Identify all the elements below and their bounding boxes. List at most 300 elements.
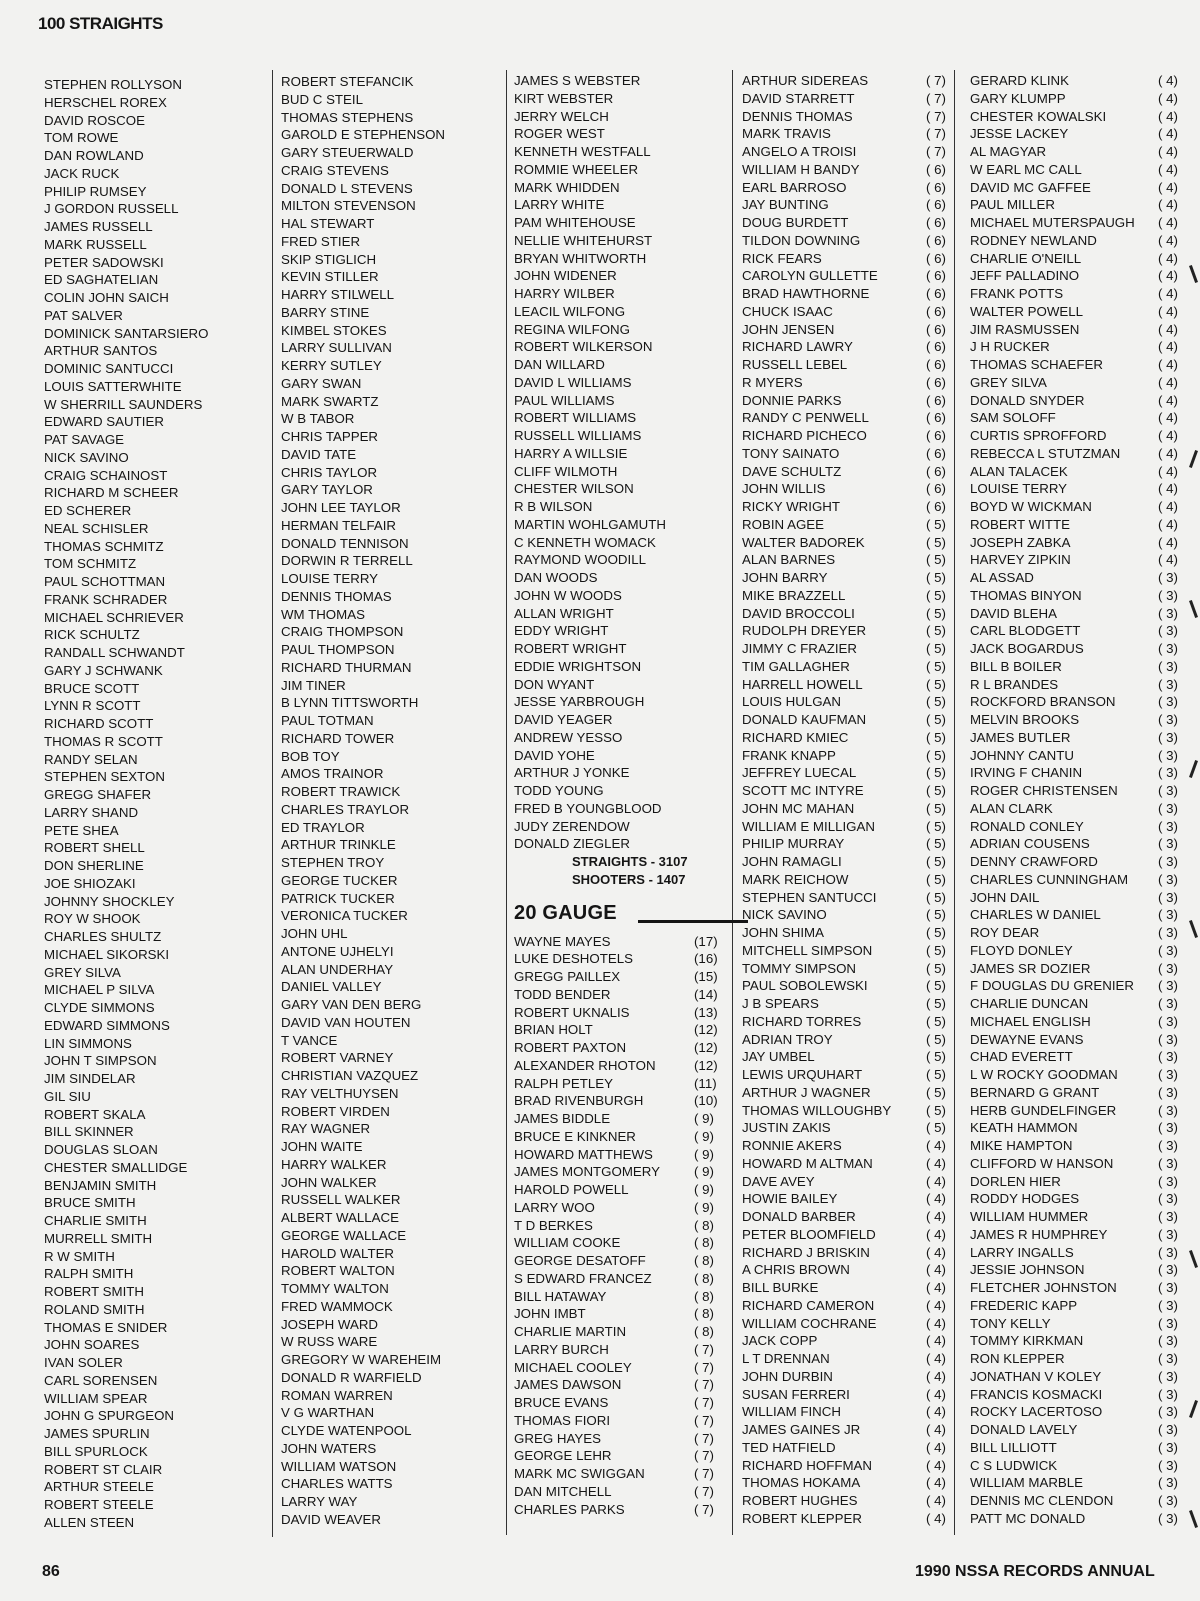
shooter-name: DONALD ZIEGLER xyxy=(514,836,631,852)
straights-count: ( 6) xyxy=(926,197,946,213)
straights-count: ( 6) xyxy=(926,445,946,461)
straights-count: ( 7) xyxy=(694,1448,714,1464)
straights-count: ( 6) xyxy=(926,499,946,514)
straights-count: ( 4) xyxy=(926,1333,946,1349)
shooter-name: TOMMY WALTON xyxy=(281,1281,389,1296)
straights-count: ( 5) xyxy=(926,729,946,745)
shooter-name: HARRY WALKER xyxy=(281,1156,387,1172)
shooter-name: HOWARD M ALTMAN xyxy=(742,1155,873,1171)
shooter-name: ROBERT SKALA xyxy=(44,1106,146,1122)
straights-count: ( 7) xyxy=(926,144,946,159)
shooter-name: J B SPEARS xyxy=(742,996,819,1011)
shooter-name: HAROLD POWELL xyxy=(514,1182,629,1197)
shooter-name: LARRY WHITE xyxy=(514,197,605,213)
straights-count: ( 5) xyxy=(926,552,946,568)
shooter-name: BUD C STEIL xyxy=(281,91,364,107)
straights-count: ( 4) xyxy=(1158,499,1178,514)
shooter-name: CHARLES CUNNINGHAM xyxy=(970,871,1129,887)
straights-count: ( 5) xyxy=(926,1120,946,1136)
shooter-name: CHARLIE MARTIN xyxy=(514,1324,627,1339)
shooter-name: BILL B BOILER xyxy=(970,658,1062,674)
shooter-name: VERONICA TUCKER xyxy=(281,908,408,924)
straights-count: ( 4) xyxy=(926,1368,946,1384)
shooter-name: ROBERT VARNEY xyxy=(281,1050,394,1066)
straights-count: ( 7) xyxy=(694,1483,714,1499)
shooter-name: PAUL THOMPSON xyxy=(281,642,395,657)
shooter-name: JAMES S WEBSTER xyxy=(514,73,641,88)
straights-count: ( 3) xyxy=(1158,729,1178,745)
straights-count: ( 7) xyxy=(694,1359,714,1375)
straights-count: ( 3) xyxy=(1158,570,1178,585)
shooter-name: TONY SAINATO xyxy=(742,445,840,461)
shooter-name: ALLEN STEEN xyxy=(44,1514,135,1530)
shooter-name: EDDIE WRIGHTSON xyxy=(514,658,642,674)
shooter-name: ROBERT HUGHES xyxy=(742,1493,858,1508)
shooter-name: FLOYD DONLEY xyxy=(970,942,1073,958)
shooter-name: ROBERT WALTON xyxy=(281,1263,395,1279)
shooter-name: DAN MITCHELL xyxy=(514,1483,612,1499)
shooter-name: RANDY SELAN xyxy=(44,751,138,767)
shooter-name: CLIFFORD W HANSON xyxy=(970,1155,1114,1171)
shooter-name: ARTHUR SANTOS xyxy=(44,343,158,359)
shooter-name: THOMAS SCHMITZ xyxy=(44,538,164,554)
shooter-name: DAVID BLEHA xyxy=(970,605,1057,621)
shooter-name: THOMAS STEPHENS xyxy=(281,109,414,125)
shooter-name: JOHN RAMAGLI xyxy=(742,854,842,869)
straights-count: ( 5) xyxy=(926,1102,946,1118)
page-title: 100 STRAIGHTS xyxy=(38,14,163,33)
straights-count: ( 4) xyxy=(1158,321,1178,337)
shooter-name: RICHARD TOWER xyxy=(281,730,395,746)
straights-count: ( 5) xyxy=(926,978,946,994)
shooter-name: KEATH HAMMON xyxy=(970,1120,1078,1136)
straights-count: ( 3) xyxy=(1158,1067,1178,1082)
straights-count: ( 3) xyxy=(1158,1439,1178,1455)
shooter-name: TOMMY SIMPSON xyxy=(742,960,857,976)
shooter-name: BRYAN WHITWORTH xyxy=(514,250,647,266)
straights-count: ( 4) xyxy=(1158,73,1178,88)
shooter-name: CLYDE SIMMONS xyxy=(44,1000,155,1015)
shooter-name: LIN SIMMONS xyxy=(44,1035,132,1051)
straights-count: ( 3) xyxy=(1158,658,1178,674)
shooter-name: AMOS TRAINOR xyxy=(281,766,384,782)
shooter-name: JIM RASMUSSEN xyxy=(970,321,1080,337)
shooter-name: HARVEY ZIPKIN xyxy=(970,552,1071,568)
shooter-name: PAT SALVER xyxy=(44,307,123,323)
shooter-name: EDWARD SAUTIER xyxy=(44,414,164,430)
shooter-name: DAVE SCHULTZ xyxy=(742,463,842,479)
shooter-name: RANDY C PENWELL xyxy=(742,410,869,426)
shooter-name: GREGG SHAFER xyxy=(44,787,152,802)
shooter-name: STEPHEN SANTUCCI xyxy=(742,889,877,905)
straights-count: ( 3) xyxy=(1158,978,1178,994)
shooter-name: JOHNNY CANTU xyxy=(970,747,1074,763)
shooter-name: ANTONE UJHELYI xyxy=(281,943,394,959)
straights-count: (15) xyxy=(694,969,718,984)
page-number: 86 xyxy=(42,1563,60,1580)
shooter-name: THOMAS WILLOUGHBY xyxy=(742,1102,892,1118)
straights-count: ( 6) xyxy=(926,286,946,301)
shooter-name: PETER BLOOMFIELD xyxy=(742,1226,876,1242)
shooter-name: JOE SHIOZAKI xyxy=(44,875,136,891)
shooter-name: DENNIS MC CLENDON xyxy=(970,1493,1114,1508)
shooter-name: THOMAS BINYON xyxy=(970,587,1082,603)
shooter-name: LARRY BURCH xyxy=(514,1341,609,1357)
shooter-name: JACK RUCK xyxy=(44,165,120,181)
shooter-name: BOB TOY xyxy=(281,748,340,764)
shooter-name: LOUIS HULGAN xyxy=(742,694,842,710)
shooter-name: ALEXANDER RHOTON xyxy=(514,1057,656,1073)
shooter-name: CRAIG SCHAINOST xyxy=(44,467,168,483)
shooter-name: CHESTER WILSON xyxy=(514,481,634,497)
straights-count: ( 4) xyxy=(926,1386,946,1402)
straights-count: ( 3) xyxy=(1158,694,1178,710)
shooter-name: HAROLD WALTER xyxy=(281,1245,395,1261)
shooter-name: GREGG PAILLEX xyxy=(514,969,621,984)
straights-count: ( 5) xyxy=(926,889,946,905)
straights-count: ( 5) xyxy=(926,587,946,603)
straights-count: ( 4) xyxy=(926,1510,946,1526)
shooter-name: ROBERT WITTE xyxy=(970,516,1070,532)
shooter-name: BOYD W WICKMAN xyxy=(970,499,1092,514)
shooter-name: FRANK POTTS xyxy=(970,286,1064,301)
shooter-name: IRVING F CHANIN xyxy=(970,765,1083,781)
shooter-name: RALPH PETLEY xyxy=(514,1075,614,1091)
shooter-name: JAMES SPURLIN xyxy=(44,1426,150,1441)
shooter-name: SUSAN FERRERI xyxy=(742,1386,850,1402)
shooter-name: RON KLEPPER xyxy=(970,1351,1065,1366)
straights-count: ( 4) xyxy=(1158,516,1178,532)
shooter-name: MITCHELL SIMPSON xyxy=(742,942,873,958)
straights-count: ( 6) xyxy=(926,410,946,426)
straights-count: ( 3) xyxy=(1158,747,1178,763)
straights-count: ( 3) xyxy=(1158,1368,1178,1384)
page-edge-mark xyxy=(1189,1400,1198,1418)
shooter-name: JOHN DURBIN xyxy=(742,1368,833,1384)
shooter-name: MICHAEL COOLEY xyxy=(514,1359,632,1375)
straights-count: (17) xyxy=(694,933,718,949)
shooter-name: CARL SORENSEN xyxy=(44,1372,158,1388)
shooter-name: HERSCHEL ROREX xyxy=(44,94,167,110)
shooter-name: ROBERT TRAWICK xyxy=(281,784,401,799)
shooter-name: ROY W SHOOK xyxy=(44,911,141,927)
shooter-name: ADRIAN TROY xyxy=(742,1031,833,1047)
shooter-name: CHRIS TAYLOR xyxy=(281,464,378,480)
shooter-name: GREGORY W WAREHEIM xyxy=(281,1352,442,1367)
shooter-name: JOHN MC MAHAN xyxy=(742,800,855,816)
straights-count: ( 4) xyxy=(926,1226,946,1242)
straights-count: ( 5) xyxy=(926,570,946,585)
straights-count: ( 3) xyxy=(1158,623,1178,639)
shooter-name: LOUISE TERRY xyxy=(281,571,379,586)
straights-count: ( 8) xyxy=(694,1217,714,1233)
straights-count: ( 4) xyxy=(1158,357,1178,372)
shooter-name: PAUL WILLIAMS xyxy=(514,392,615,408)
shooter-name: THOMAS HOKAMA xyxy=(742,1475,861,1491)
shooter-name: GEORGE LEHR xyxy=(514,1448,612,1464)
straights-count: ( 4) xyxy=(926,1244,946,1260)
shooter-name: ROBERT SHELL xyxy=(44,840,145,856)
shooter-name: RONALD CONLEY xyxy=(970,818,1084,834)
shooter-name: ROLAND SMITH xyxy=(44,1301,145,1317)
straights-count: (11) xyxy=(694,1075,717,1091)
shooter-name: WILLIAM H BANDY xyxy=(742,161,860,177)
shooter-name: BILL LILLIOTT xyxy=(970,1439,1057,1455)
shooter-name: PHILIP MURRAY xyxy=(742,836,845,852)
shooter-name: MIKE HAMPTON xyxy=(970,1138,1073,1153)
straights-count: ( 4) xyxy=(926,1439,946,1455)
page-edge-mark xyxy=(1189,450,1198,468)
shooter-name: BARRY STINE xyxy=(281,304,370,320)
shooter-name: RICK FEARS xyxy=(742,250,822,266)
shooter-name: THOMAS FIORI xyxy=(514,1412,611,1428)
straights-count: ( 7) xyxy=(694,1466,714,1481)
shooter-name: NICK SAVINO xyxy=(742,907,827,923)
shooter-name: W EARL MC CALL xyxy=(970,161,1082,177)
shooter-name: CHARLIE O'NEILL xyxy=(970,250,1082,266)
shooter-name: GARY J SCHWANK xyxy=(44,662,163,678)
shooter-name: LOUISE TERRY xyxy=(970,481,1068,497)
straights-count: (16) xyxy=(694,951,718,967)
shooter-name: RICHARD J BRISKIN xyxy=(742,1244,870,1260)
straights-count: ( 4) xyxy=(1158,303,1178,319)
straights-count: ( 8) xyxy=(694,1306,714,1322)
shooter-name: JIM TINER xyxy=(281,677,346,693)
shooter-name: COLIN JOHN SAICH xyxy=(44,290,169,305)
shooter-name: MARK WHIDDEN xyxy=(514,179,620,195)
shooter-name: ROY DEAR xyxy=(970,925,1040,940)
shooter-name: DONALD SNYDER xyxy=(970,392,1085,408)
straights-count: ( 6) xyxy=(926,268,946,284)
shooter-name: JAY UMBEL xyxy=(742,1049,815,1065)
shooter-name: ARTHUR TRINKLE xyxy=(281,837,396,853)
shooter-name: GEORGE DESATOFF xyxy=(514,1253,646,1268)
shooter-name: JAMES MONTGOMERY xyxy=(514,1164,661,1180)
shooter-name: RICHARD THURMAN xyxy=(281,659,412,675)
shooter-name: JAMES R HUMPHREY xyxy=(970,1226,1108,1242)
shooter-name: MILTON STEVENSON xyxy=(281,198,416,214)
shooter-name: CHARLES WATTS xyxy=(281,1476,393,1492)
straights-count: ( 7) xyxy=(926,108,946,124)
straights-count: ( 4) xyxy=(1158,161,1178,177)
straights-count: ( 5) xyxy=(926,516,946,532)
shooter-name: TODD BENDER xyxy=(514,986,611,1002)
straights-count: ( 3) xyxy=(1158,996,1178,1011)
straights-count: ( 4) xyxy=(1158,428,1178,443)
shooter-name: ROBERT WILKERSON xyxy=(514,339,653,355)
shooter-name: CHARLES W DANIEL xyxy=(970,907,1101,923)
shooter-name: RICHARD TORRES xyxy=(742,1013,862,1029)
shooter-name: GIL SIU xyxy=(44,1088,91,1104)
straights-count: ( 5) xyxy=(926,623,946,639)
shooter-name: GEORGE TUCKER xyxy=(281,872,398,888)
shooter-name: CHARLES TRAYLOR xyxy=(281,801,410,817)
straights-count: ( 5) xyxy=(926,854,946,869)
shooter-name: DONALD BARBER xyxy=(742,1209,856,1224)
shooter-name: DAVID WEAVER xyxy=(281,1511,381,1527)
shooter-name: DAVID STARRETT xyxy=(742,90,855,106)
shooter-name: RUSSELL LEBEL xyxy=(742,357,848,372)
shooter-name: MARK MC SWIGGAN xyxy=(514,1466,645,1481)
shooter-name: DAVID MC GAFFEE xyxy=(970,179,1091,195)
shooter-name: T D BERKES xyxy=(514,1217,593,1233)
shooter-name: V G WARTHAN xyxy=(281,1405,375,1421)
shooter-name: RICK SCHULTZ xyxy=(44,627,140,643)
shooter-name: JOSEPH WARD xyxy=(281,1316,379,1332)
shooter-name: DENNIS THOMAS xyxy=(281,588,392,604)
straights-count: ( 3) xyxy=(1158,1031,1178,1047)
shooter-name: ED TRAYLOR xyxy=(281,819,365,835)
straights-count: ( 3) xyxy=(1158,587,1178,603)
straights-count: ( 6) xyxy=(926,392,946,408)
straights-count: ( 3) xyxy=(1158,1244,1178,1260)
straights-count: ( 4) xyxy=(926,1138,946,1153)
shooter-name: RAY WAGNER xyxy=(281,1121,371,1137)
shooter-name: DONALD LAVELY xyxy=(970,1422,1078,1437)
shooter-name: ARTHUR STEELE xyxy=(44,1479,154,1495)
section-rule xyxy=(638,920,748,923)
shooter-name: ANDREW YESSO xyxy=(514,729,623,745)
shooter-name: GERARD KLINK xyxy=(970,73,1070,88)
straights-count: ( 3) xyxy=(1158,676,1178,692)
shooter-name: LARRY WOO xyxy=(514,1199,595,1215)
column-divider xyxy=(506,70,507,1535)
straights-count: ( 3) xyxy=(1158,889,1178,905)
shooter-name: CHRIS TAPPER xyxy=(281,429,379,444)
shooter-name: DEWAYNE EVANS xyxy=(970,1031,1084,1047)
shooter-name: ROGER WEST xyxy=(514,126,605,142)
shooter-name: RUSSELL WILLIAMS xyxy=(514,428,642,443)
shooter-name: KENNETH WESTFALL xyxy=(514,144,651,159)
shooter-name: SCOTT MC INTYRE xyxy=(742,783,864,798)
shooter-name: HOWARD MATTHEWS xyxy=(514,1146,653,1162)
straights-count: ( 3) xyxy=(1158,1386,1178,1402)
publication-title: 1990 NSSA RECORDS ANNUAL xyxy=(915,1563,1155,1580)
straights-count: ( 5) xyxy=(926,1084,946,1100)
straights-count: ( 4) xyxy=(1158,392,1178,408)
shooter-name: JOHN DAIL xyxy=(970,889,1040,905)
shooter-name: LARRY WAY xyxy=(281,1494,358,1509)
shooter-name: ROCKY LACERTOSO xyxy=(970,1404,1103,1420)
shooter-name: FRED B YOUNGBLOOD xyxy=(514,800,662,816)
straights-count: ( 5) xyxy=(926,818,946,834)
shooter-name: RAY VELTHUYSEN xyxy=(281,1085,399,1101)
shooter-name: JEFF PALLADINO xyxy=(970,268,1080,284)
shooter-name: ROMMIE WHEELER xyxy=(514,161,639,177)
straights-count: ( 4) xyxy=(1158,108,1178,124)
straights-count: ( 3) xyxy=(1158,1138,1178,1153)
shooter-name: STEPHEN SEXTON xyxy=(44,769,165,785)
shooter-name: CHARLIE SMITH xyxy=(44,1213,147,1228)
straights-count: ( 7) xyxy=(694,1501,714,1517)
shooter-name: FRED WAMMOCK xyxy=(281,1298,393,1314)
straights-count: ( 4) xyxy=(1158,232,1178,248)
shooter-name: LUKE DESHOTELS xyxy=(514,951,633,967)
page-edge-mark xyxy=(1189,760,1198,778)
page-edge-mark xyxy=(1189,265,1198,283)
shooter-name: BRIAN HOLT xyxy=(514,1022,593,1038)
shooter-name: BRUCE E KINKNER xyxy=(514,1128,636,1144)
shooter-name: THOMAS R SCOTT xyxy=(44,733,163,749)
straights-count: ( 6) xyxy=(926,161,946,177)
straights-count: ( 4) xyxy=(926,1493,946,1508)
shooter-name: JAMES GAINES JR xyxy=(742,1422,861,1437)
shooter-name: WAYNE MAYES xyxy=(514,933,611,949)
shooter-name: GARY STEUERWALD xyxy=(281,145,414,160)
shooter-name: LARRY INGALLS xyxy=(970,1244,1074,1260)
shooter-name: JACK COPP xyxy=(742,1333,818,1349)
shooter-name: ALBERT WALLACE xyxy=(281,1210,399,1225)
straights-count: ( 9) xyxy=(694,1182,714,1197)
shooter-name: R L BRANDES xyxy=(970,676,1059,692)
shooter-name: GREY SILVA xyxy=(44,964,121,980)
shooter-name: MIKE BRAZZELL xyxy=(742,587,846,603)
straights-count: ( 3) xyxy=(1158,1120,1178,1136)
shooter-name: EARL BARROSO xyxy=(742,179,847,195)
shooter-name: WILLIAM COCHRANE xyxy=(742,1315,877,1331)
shooter-name: STEPHEN TROY xyxy=(281,855,385,870)
shooter-name: MELVIN BROOKS xyxy=(970,712,1080,727)
shooter-name: JAMES SR DOZIER xyxy=(970,960,1091,976)
shooter-name: JESSIE JOHNSON xyxy=(970,1262,1085,1278)
straights-count: ( 4) xyxy=(1158,286,1178,301)
shooter-name: RALPH SMITH xyxy=(44,1266,134,1282)
shooter-name: MICHAEL SIKORSKI xyxy=(44,946,170,962)
shooter-name: DON WYANT xyxy=(514,676,595,692)
page-edge-mark xyxy=(1189,1250,1198,1268)
straights-count: ( 3) xyxy=(1158,712,1178,727)
straights-count: ( 3) xyxy=(1158,960,1178,976)
straights-count: ( 4) xyxy=(926,1422,946,1437)
shooter-name: C S LUDWICK xyxy=(970,1457,1058,1473)
straights-count: ( 3) xyxy=(1158,836,1178,852)
page-edge-mark xyxy=(1189,1510,1198,1528)
straights-count: ( 3) xyxy=(1158,641,1178,656)
shooter-name: ED SAGHATELIAN xyxy=(44,272,159,288)
shooter-name: TILDON DOWNING xyxy=(742,232,861,248)
shooter-name: ANGELO A TROISI xyxy=(742,144,857,159)
shooter-name: BILL HATAWAY xyxy=(514,1288,607,1304)
totals-label: SHOOTERS - 1407 xyxy=(572,871,686,887)
straights-count: ( 4) xyxy=(1158,250,1178,266)
straights-count: ( 8) xyxy=(694,1235,714,1251)
shooter-name: DONALD R WARFIELD xyxy=(281,1369,422,1385)
shooter-name: RICHARD SCOTT xyxy=(44,716,154,731)
straights-count: ( 3) xyxy=(1158,1315,1178,1331)
shooter-name: WILLIAM MARBLE xyxy=(970,1475,1084,1491)
shooter-name: BERNARD G GRANT xyxy=(970,1084,1100,1100)
shooter-name: CHESTER SMALLIDGE xyxy=(44,1159,188,1175)
shooter-name: KIRT WEBSTER xyxy=(514,90,614,106)
shooter-name: JIM SINDELAR xyxy=(44,1071,136,1086)
shooter-name: ROBIN AGEE xyxy=(742,516,825,532)
shooter-name: RICHARD PICHECO xyxy=(742,428,867,443)
shooter-name: JOHN UHL xyxy=(281,926,348,941)
shooter-name: DAN WOODS xyxy=(514,570,598,585)
straights-count: ( 3) xyxy=(1158,605,1178,621)
straights-count: ( 5) xyxy=(926,712,946,727)
straights-count: ( 5) xyxy=(926,658,946,674)
straights-count: ( 3) xyxy=(1158,1404,1178,1420)
straights-count: ( 5) xyxy=(926,836,946,852)
straights-count: ( 5) xyxy=(926,960,946,976)
shooter-name: MURRELL SMITH xyxy=(44,1230,153,1246)
straights-count: ( 5) xyxy=(926,907,946,923)
shooter-name: ED SCHERER xyxy=(44,503,132,518)
straights-count: ( 7) xyxy=(926,126,946,142)
shooter-name: GREY SILVA xyxy=(970,374,1047,390)
shooter-name: CHUCK ISAAC xyxy=(742,303,833,319)
